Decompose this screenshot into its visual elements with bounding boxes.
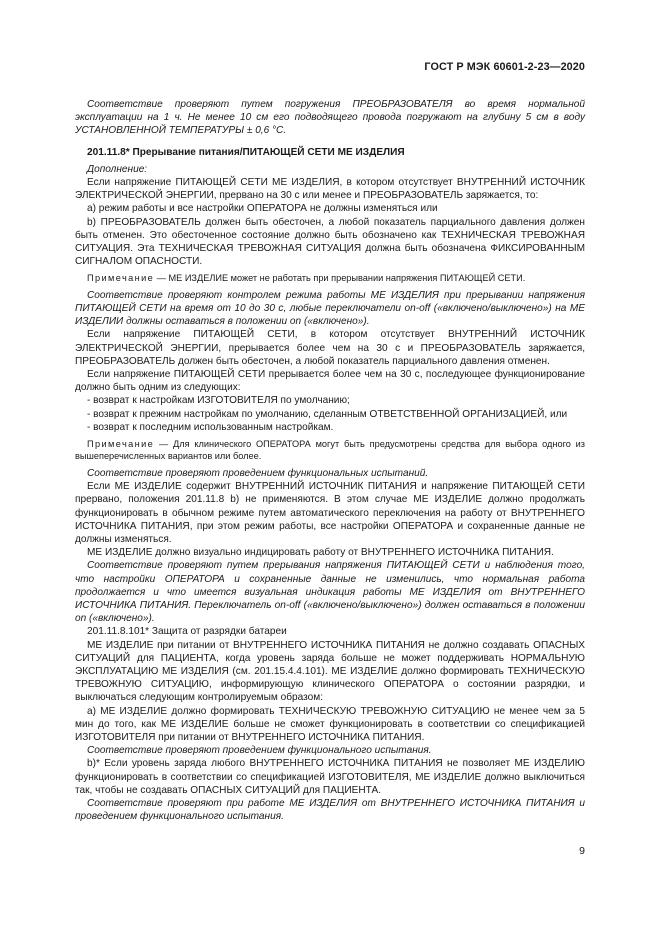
compliance-functional-2: Соответствие проверяют проведением функционального испытания. xyxy=(87,745,432,757)
option-item: - возврат к настройкам ИЗГОТОВИТЕЛЯ по умолчанию; xyxy=(87,395,350,407)
section-title: 201.11.8* Прерывание питания/ПИТАЮЩЕЙ СЕТИ МЕ ИЗДЕЛИЯ xyxy=(87,146,405,158)
document-body xyxy=(75,98,585,823)
page-number: 9 xyxy=(579,845,585,857)
compliance-interrupt: Соответствие проверяют путем прерывания напряжения ПИТАЮЩЕЙ СЕТИ и наблюдения того, что настройки ОПЕРАТОРА и сохраненные данные не изменились, что нормальная работа продолжается и что имеется визуальная индикация работы МЕ ИЗДЕЛИЯ от ВНУТРЕННЕГО ИСТОЧНИКА ПИТАНИЯ. Переключатель on-off («включено/выключено») должен оставаться в положении on («включено»). xyxy=(75,560,585,625)
note-2-label: Примечание xyxy=(87,439,155,450)
compliance-final: Соответствие проверяют при работе МЕ ИЗДЕЛИЯ от ВНУТРЕННЕГО ИСТОЧНИКА ПИТАНИЯ и проведением функционального испытания. xyxy=(75,797,585,823)
compliance-mode: Соответствие проверяют контролем режима работы МЕ ИЗДЕЛИЯ при прерывании напряжения ПИТАЮЩЕЙ СЕТИ на время от 10 до 30 с, любые переключатели on-off («включено/выключено») на МЕ ИЗДЕЛИИ должны оставаться в положении on («включено»). xyxy=(75,289,585,328)
over-30s-text: Если напряжение ПИТАЮЩЕЙ СЕТИ, в котором отсутствует ВНУТРЕННИЙ ИСТОЧНИК ЭЛЕКТРИЧЕСКОЙ ЭНЕРГИИ, прерывается более чем на 30 с и ПРЕОБРАЗОВАТЕЛЬ заряжается, ПРЕОБРАЗОВАТЕЛЬ должен быть обесточен, а любой показатель парциального давления отменен. xyxy=(75,329,585,367)
note-2 xyxy=(75,438,585,463)
item-b: b) ПРЕОБРАЗОВАТЕЛЬ должен быть обесточен, а любой показатель парциального давления должен быть отменен. Это обесточенное состояние должно быть обозначено как ТЕХНИЧЕСКАЯ ТРЕВОЖНАЯ СИТУАЦИЯ. Эта ТЕХНИЧЕСКАЯ ТРЕВОЖНАЯ СИТУАЦИЯ должна быть обозначена ФИКСИРОВАННЫМ СИГНАЛОМ ОПАСНОСТИ. xyxy=(75,216,585,268)
standard-code-header: ГОСТ Р МЭК 60601-2-23—2020 xyxy=(424,61,585,73)
battery-item-a: a) МЕ ИЗДЕЛИЕ должно формировать ТЕХНИЧЕСКУЮ ТРЕВОЖНУЮ СИТУАЦИЮ не менее чем за 5 мин до того, как МЕ ИЗДЕЛИЕ больше не сможет функционировать в соответствии со спецификацией ИЗГОТОВИТЕЛЯ при питании от ВНУТРЕННЕГО ИСТОЧНИКА ПИТАНИЯ. xyxy=(75,705,585,743)
options-intro: Если напряжение ПИТАЮЩЕЙ СЕТИ прерывается более чем на 30 с, последующее функционирование должно быть одним из следующих: xyxy=(75,369,585,394)
note-1 xyxy=(75,272,585,284)
addition-label: Дополнение: xyxy=(87,163,148,175)
option-item: - возврат к прежним настройкам по умолчанию, сделанным ОТВЕТСТВЕННОЙ ОРГАНИЗАЦИЕЙ, или xyxy=(87,408,568,420)
note-2-text: — Для клинического ОПЕРАТОРА могут быть предусмотрены средства для выбора одного из вышеперечисленных вариантов или более. xyxy=(75,439,585,462)
item-a: a) режим работы и все настройки ОПЕРАТОРА не должны изменяться или xyxy=(87,203,438,215)
note-1-label: Примечание xyxy=(87,273,155,284)
battery-item-b: b)* Если уровень заряда любого ВНУТРЕННЕГО ИСТОЧНИКА ПИТАНИЯ не позволяет МЕ ИЗДЕЛИЮ функционировать в соответствии со спецификацией ИЗГОТОВИТЕЛЯ, МЕ ИЗДЕЛИЕ должно выключиться так, чтобы не создавать ОПАСНЫХ СИТУАЦИЙ для ПАЦИЕНТА. xyxy=(75,758,585,796)
addition-text: Если напряжение ПИТАЮЩЕЙ СЕТИ МЕ ИЗДЕЛИЯ, в котором отсутствует ВНУТРЕННИЙ ИСТОЧНИК ЭЛЕКТРИЧЕСКОЙ ЭНЕРГИИ, прервано на 30 с или менее и ПРЕОБРАЗОВАТЕЛЬ заряжается, то: xyxy=(75,177,585,202)
battery-title: 201.11.8.101* Защита от разрядки батареи xyxy=(87,626,287,638)
compliance-immersion: Соответствие проверяют путем погружения ПРЕОБРАЗОВАТЕЛЯ во время нормальной эксплуатации на 1 ч. Не менее 10 см его подводящего провода погружают на глубину 5 см в воду УСТАНОВЛЕННОЙ ТЕМПЕРАТУРЫ ± 0,6 °С. xyxy=(75,99,585,137)
compliance-functional-1: Соответствие проверяют проведением функциональных испытаний. xyxy=(87,467,429,479)
battery-text: МЕ ИЗДЕЛИЕ при питании от ВНУТРЕННЕГО ИСТОЧНИКА ПИТАНИЯ не должно создавать ОПАСНЫХ СИТУАЦИЙ для ПАЦИЕНТА, когда уровень заряда больше не может поддерживать НОРМАЛЬНУЮ ЭКСПЛУАТАЦИЮ МЕ ИЗДЕЛИЯ (см. 201.15.4.4.101). МЕ ИЗДЕЛИЕ должно формировать ТЕХНИЧЕСКУЮ ТРЕВОЖНУЮ СИТУАЦИЮ, информирующую клинического ОПЕРАТОРА о состоянии разрядки, и выключаться следующим контролируемым образом: xyxy=(75,639,585,704)
option-item: - возврат к последним использованным настройкам. xyxy=(87,421,334,433)
internal-source-text: Если МЕ ИЗДЕЛИЕ содержит ВНУТРЕННИЙ ИСТОЧНИК ПИТАНИЯ и напряжение ПИТАЮЩЕЙ СЕТИ прервано, положения 201.11.8 b) не применяются. В этом случае МЕ ИЗДЕЛИЕ должно продолжать функционировать в обычном режиме путем автоматического переключения на работу от ВНУТРЕННЕГО ИСТОЧНИКА ПИТАНИЯ, при этом режим работы, все настройки ОПЕРАТОРА и сохраненные данные не должны изменяться. xyxy=(75,481,585,545)
visual-indication-text: МЕ ИЗДЕЛИЕ должно визуально индицировать работу от ВНУТРЕННЕГО ИСТОЧНИКА ПИТАНИЯ. xyxy=(87,547,554,559)
note-1-text: — МЕ ИЗДЕЛИЕ может не работать при прерывании напряжения ПИТАЮЩЕЙ СЕТИ. xyxy=(154,273,526,284)
